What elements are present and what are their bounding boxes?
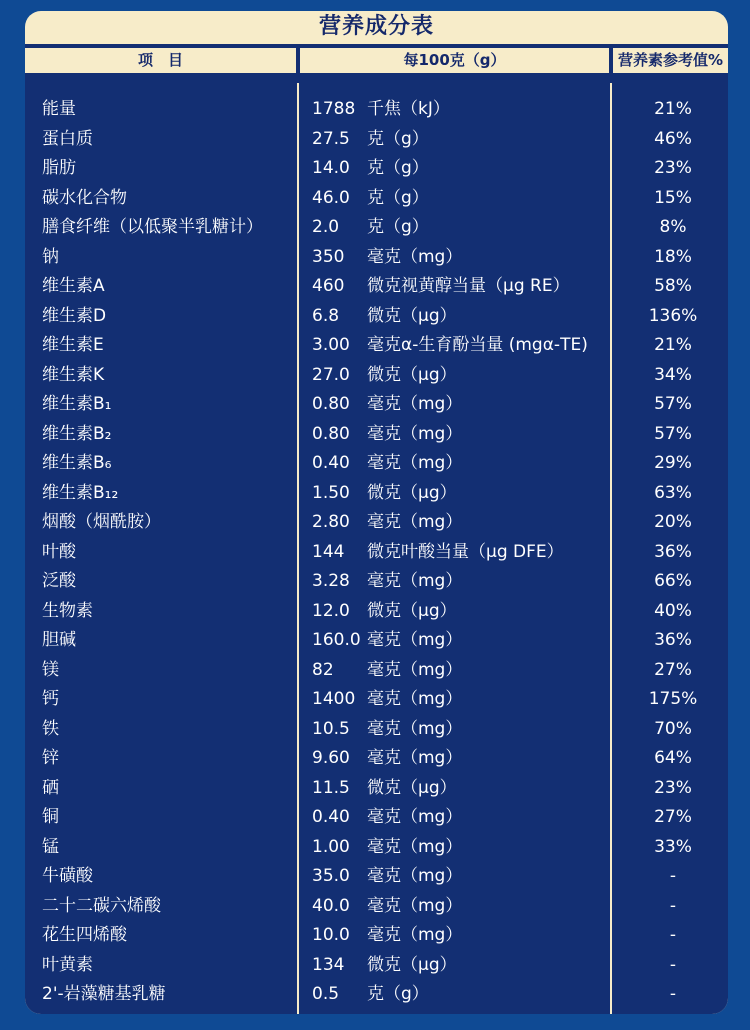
nutrient-name: 维生素E xyxy=(42,335,104,355)
table-row xyxy=(25,685,728,715)
nutrient-value: 1.00 xyxy=(312,836,350,857)
nutrient-name: 维生素B₁ xyxy=(42,394,112,414)
nutrient-nrv: 63% xyxy=(654,482,692,503)
table-row xyxy=(25,331,728,361)
table-row xyxy=(25,508,728,538)
nutrient-name: 烟酸（烟酰胺） xyxy=(42,512,161,532)
nutrient-unit: 微克（μg） xyxy=(367,364,457,385)
nutrient-name: 蛋白质 xyxy=(42,128,93,149)
table-row xyxy=(25,154,728,184)
nutrient-unit: 毫克α-生育酚当量 (mgα-TE) xyxy=(367,335,588,355)
nutrient-nrv: 175% xyxy=(648,689,698,709)
nutrient-value: 0.80 xyxy=(312,394,350,414)
nutrient-name: 生物素 xyxy=(42,600,93,621)
nutrient-name: 2'-岩藻糖基乳糖 xyxy=(42,984,166,1004)
table-body xyxy=(25,83,728,1014)
table-row xyxy=(25,862,728,892)
nutrient-nrv: 64% xyxy=(654,748,692,768)
nutrient-value: 0.80 xyxy=(312,423,350,444)
nutrient-name: 钠 xyxy=(42,246,59,267)
nutrient-value: 82 xyxy=(312,659,334,680)
nutrient-value: 3.00 xyxy=(312,335,350,355)
nutrient-nrv: 46% xyxy=(654,128,692,149)
nutrient-unit: 毫克（mg） xyxy=(367,659,463,680)
table-row xyxy=(25,892,728,922)
header-nrv: 营养素参考值% xyxy=(613,48,728,73)
table-row xyxy=(25,390,728,420)
nutrient-unit: 克（g） xyxy=(367,984,429,1004)
nutrient-unit: 毫克（mg） xyxy=(367,895,463,916)
nutrient-value: 10.0 xyxy=(312,925,350,945)
nutrient-name: 叶酸 xyxy=(42,541,76,562)
nutrient-unit: 毫克（mg） xyxy=(367,718,463,739)
nutrient-nrv: 8% xyxy=(659,217,687,237)
nutrient-name: 叶黄素 xyxy=(42,954,93,975)
nutrient-nrv: 20% xyxy=(654,512,692,532)
nutrient-value: 134 xyxy=(312,954,345,975)
nutrient-name: 钙 xyxy=(42,689,59,709)
nutrient-unit: 毫克（mg） xyxy=(367,925,463,945)
nutrient-value: 3.28 xyxy=(312,571,350,591)
table-row xyxy=(25,921,728,951)
nutrient-nrv: - xyxy=(669,925,677,945)
nutrient-unit: 克（g） xyxy=(367,217,429,237)
nutrient-value: 9.60 xyxy=(312,748,350,768)
table-row xyxy=(25,213,728,243)
table-row xyxy=(25,626,728,656)
nutrient-name: 锌 xyxy=(42,748,59,768)
nutrient-unit: 微克（μg） xyxy=(367,954,457,975)
nutrient-value: 1788 xyxy=(312,99,356,119)
nutrient-value: 14.0 xyxy=(312,158,350,178)
header-per-100g: 每100克（g） xyxy=(300,48,609,73)
nutrient-name: 膳食纤维（以低聚半乳糖计） xyxy=(42,217,263,237)
nutrient-nrv: 58% xyxy=(654,276,692,296)
nutrient-value: 11.5 xyxy=(312,777,350,798)
table-row xyxy=(25,803,728,833)
nutrient-value: 1400 xyxy=(312,689,356,709)
nutrient-value: 12.0 xyxy=(312,600,350,621)
nutrient-unit: 微克视黄醇当量（μg RE） xyxy=(367,276,570,296)
nutrient-nrv: 40% xyxy=(654,600,692,621)
nutrient-name: 镁 xyxy=(42,659,59,680)
table-row xyxy=(25,744,728,774)
nutrient-nrv: 29% xyxy=(654,453,692,473)
nutrient-nrv: 21% xyxy=(654,335,692,355)
nutrient-unit: 微克叶酸当量（μg DFE） xyxy=(367,541,564,562)
nutrient-value: 1.50 xyxy=(312,482,350,503)
nutrient-name: 脂肪 xyxy=(42,158,76,178)
nutrient-name: 锰 xyxy=(42,836,59,857)
nutrient-nrv: 33% xyxy=(654,836,692,857)
table-header xyxy=(25,44,728,83)
nutrient-value: 46.0 xyxy=(312,187,350,208)
table-row xyxy=(25,479,728,509)
nutrient-unit: 毫克（mg） xyxy=(367,423,463,444)
nutrient-unit: 克（g） xyxy=(367,128,429,149)
table-row xyxy=(25,302,728,332)
nutrient-unit: 克（g） xyxy=(367,187,429,208)
nutrient-value: 2.0 xyxy=(312,217,340,237)
nutrient-nrv: 136% xyxy=(648,305,698,326)
nutrient-unit: 微克（μg） xyxy=(367,600,457,621)
nutrient-unit: 毫克（mg） xyxy=(367,512,463,532)
table-row xyxy=(25,774,728,804)
nutrient-value: 35.0 xyxy=(312,866,350,886)
nutrient-value: 6.8 xyxy=(312,305,340,326)
nutrient-name: 铁 xyxy=(42,718,59,739)
nutrient-nrv: 18% xyxy=(654,246,692,267)
nutrient-nrv: 57% xyxy=(654,394,692,414)
nutrient-value: 144 xyxy=(312,541,345,562)
nutrient-name: 能量 xyxy=(42,99,76,119)
nutrient-nrv: - xyxy=(669,954,677,975)
nutrition-panel xyxy=(25,11,728,1014)
header-item: 项 目 xyxy=(25,48,296,73)
nutrient-nrv: 27% xyxy=(654,807,692,827)
nutrient-unit: 克（g） xyxy=(367,158,429,178)
nutrient-nrv: 21% xyxy=(654,99,692,119)
table-row xyxy=(25,833,728,863)
table-row xyxy=(25,95,728,125)
nutrient-name: 铜 xyxy=(42,807,59,827)
table-row xyxy=(25,420,728,450)
table-row xyxy=(25,449,728,479)
nutrient-nrv: 34% xyxy=(654,364,692,385)
nutrient-value: 160.0 xyxy=(312,630,361,650)
nutrient-nrv: 66% xyxy=(654,571,692,591)
nutrient-value: 10.5 xyxy=(312,718,350,739)
table-row xyxy=(25,272,728,302)
nutrient-nrv: 15% xyxy=(654,187,692,208)
nutrient-name: 二十二碳六烯酸 xyxy=(42,895,161,916)
nutrient-value: 350 xyxy=(312,246,345,267)
nutrient-unit: 微克（μg） xyxy=(367,777,457,798)
nutrient-nrv: 27% xyxy=(654,659,692,680)
table-row xyxy=(25,361,728,391)
nutrient-name: 泛酸 xyxy=(42,571,76,591)
nutrient-unit: 毫克（mg） xyxy=(367,866,463,886)
nutrient-nrv: 36% xyxy=(654,630,692,650)
nutrient-name: 牛磺酸 xyxy=(42,866,93,886)
nutrient-nrv: - xyxy=(669,866,677,886)
nutrient-name: 维生素A xyxy=(42,276,105,296)
nutrient-name: 维生素D xyxy=(42,305,107,326)
nutrient-value: 27.0 xyxy=(312,364,350,385)
nutrient-unit: 微克（μg） xyxy=(367,482,457,503)
table-title: 营养成分表 xyxy=(318,14,434,39)
nutrient-unit: 千焦（kJ） xyxy=(367,99,450,119)
nutrient-name: 维生素B₂ xyxy=(42,423,112,444)
nutrient-name: 维生素K xyxy=(42,364,105,385)
nutrient-name: 碳水化合物 xyxy=(42,187,127,208)
nutrient-nrv: 57% xyxy=(654,423,692,444)
table-row xyxy=(25,184,728,214)
nutrient-name: 硒 xyxy=(42,777,59,798)
table-row xyxy=(25,597,728,627)
table-row xyxy=(25,567,728,597)
nutrient-value: 0.40 xyxy=(312,453,350,473)
nutrient-unit: 毫克（mg） xyxy=(367,571,463,591)
nutrient-nrv: 70% xyxy=(654,718,692,739)
table-row xyxy=(25,125,728,155)
nutrient-unit: 毫克（mg） xyxy=(367,394,463,414)
nutrient-unit: 微克（μg） xyxy=(367,305,457,326)
nutrient-unit: 毫克（mg） xyxy=(367,630,463,650)
nutrient-nrv: 23% xyxy=(654,777,692,798)
nutrient-unit: 毫克（mg） xyxy=(367,246,463,267)
table-row xyxy=(25,715,728,745)
nutrient-unit: 毫克（mg） xyxy=(367,836,463,857)
nutrient-nrv: - xyxy=(669,895,677,916)
table-row xyxy=(25,243,728,273)
nutrient-name: 花生四烯酸 xyxy=(42,925,127,945)
nutrient-value: 0.5 xyxy=(312,984,340,1004)
nutrient-value: 40.0 xyxy=(312,895,350,916)
nutrient-name: 维生素B₁₂ xyxy=(42,482,119,503)
nutrient-unit: 毫克（mg） xyxy=(367,689,463,709)
nutrient-unit: 毫克（mg） xyxy=(367,807,463,827)
nutrient-value: 460 xyxy=(312,276,345,296)
table-row xyxy=(25,538,728,568)
nutrient-nrv: - xyxy=(669,984,677,1004)
nutrient-unit: 毫克（mg） xyxy=(367,748,463,768)
nutrient-unit: 毫克（mg） xyxy=(367,453,463,473)
nutrient-name: 维生素B₆ xyxy=(42,453,112,473)
nutrient-name: 胆碱 xyxy=(42,630,76,650)
nutrient-value: 2.80 xyxy=(312,512,350,532)
nutrient-value: 27.5 xyxy=(312,128,350,149)
table-row xyxy=(25,951,728,981)
nutrient-nrv: 23% xyxy=(654,158,692,178)
table-row xyxy=(25,980,728,1010)
table-row xyxy=(25,656,728,686)
nutrient-nrv: 36% xyxy=(654,541,692,562)
nutrient-value: 0.40 xyxy=(312,807,350,827)
